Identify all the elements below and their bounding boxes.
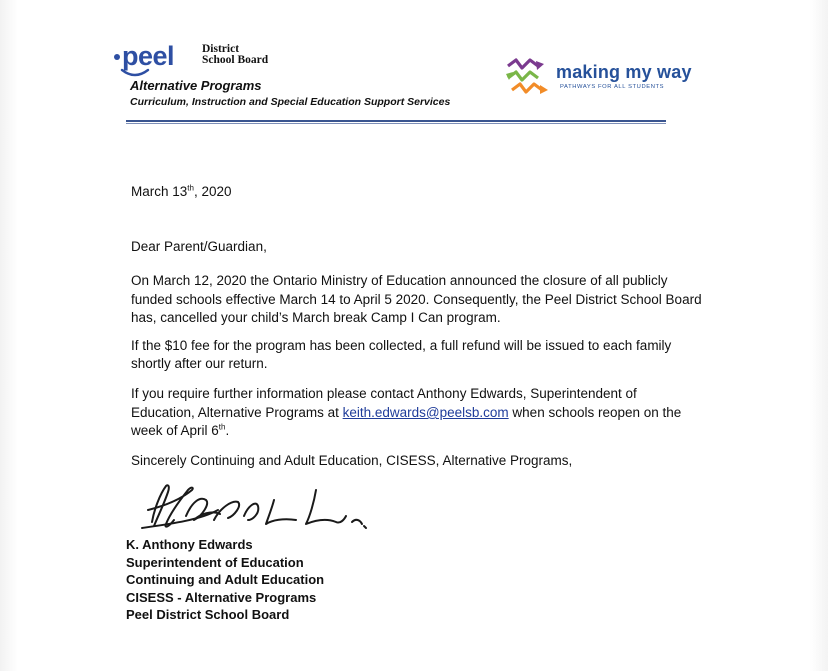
handwritten-signature: [140, 480, 380, 540]
paragraph-3-line-2-end: when schools reopen on the: [508, 405, 682, 420]
email-link[interactable]: keith.edwards@peelsb.com: [342, 405, 509, 420]
paragraph-1-line-1: On March 12, 2020 the Ontario Ministry of Education announced the closure of all publicly: [131, 273, 668, 288]
peel-logo-word: peel: [122, 41, 175, 71]
peel-logo-dot: [114, 54, 120, 60]
paragraph-1-line-2: funded schools effective March 14 to April 5 2020. Consequently, the Peel District School Board: [131, 292, 702, 307]
paragraph-1-line-3: has, cancelled your child’s March break Camp I Can program.: [131, 310, 501, 325]
paragraph-3-line-3-main: week of April 6: [131, 423, 219, 438]
paragraph-3-line-3: [131, 422, 229, 440]
date-suffix: th: [187, 183, 194, 193]
paragraph-2-line-2: shortly after our return.: [131, 356, 268, 371]
signatory-name: K. Anthony Edwards: [126, 537, 253, 552]
making-my-way-wordmark: making my way: [556, 62, 692, 82]
making-my-way-logo: [504, 56, 704, 102]
salutation: Dear Parent/Guardian,: [131, 239, 267, 254]
department-subtitle: Curriculum, Instruction and Special Education Support Services: [130, 96, 451, 108]
signatory-organization: Peel District School Board: [126, 607, 290, 622]
date-main: March 13: [131, 184, 188, 199]
peel-logo-subtitle: [202, 44, 268, 66]
header-divider-thin: [126, 123, 666, 124]
date-year: , 2020: [193, 184, 232, 199]
signature-block: [126, 536, 324, 624]
closing-line: Sincerely Continuing and Adult Education, CISESS, Alternative Programs,: [131, 453, 573, 468]
signatory-title: Superintendent of Education: [126, 554, 304, 570]
zigzag-arrows-icon: [504, 56, 554, 100]
peel-logo-sub-line2: School Board: [202, 54, 269, 66]
header-divider: [126, 120, 666, 122]
paragraph-3-line-2: [131, 404, 681, 422]
paragraph-3-line-3-suffix: th: [218, 422, 226, 432]
making-my-way-tagline: PATHWAYS FOR ALL STUDENTS: [560, 84, 665, 90]
peel-logo-sub-line1: District: [202, 43, 240, 55]
smile-icon: [120, 68, 150, 78]
paragraph-2-line-1: If the $10 fee for the program has been collected, a full refund will be issued to each family: [131, 338, 672, 353]
department-title: Alternative Programs: [130, 78, 262, 93]
signatory-division: Continuing and Adult Education: [126, 572, 325, 587]
paragraph-3-line-3-end: .: [225, 423, 230, 438]
paragraph-3-line-2-start: Education, Alternative Programs at: [131, 405, 343, 420]
letter-date: [131, 183, 232, 201]
paragraph-3-line-1: If you require further information please contact Anthony Edwards, Superintendent of: [131, 386, 637, 401]
peel-logo: [112, 40, 272, 78]
signatory-department: CISESS - Alternative Programs: [126, 589, 317, 605]
